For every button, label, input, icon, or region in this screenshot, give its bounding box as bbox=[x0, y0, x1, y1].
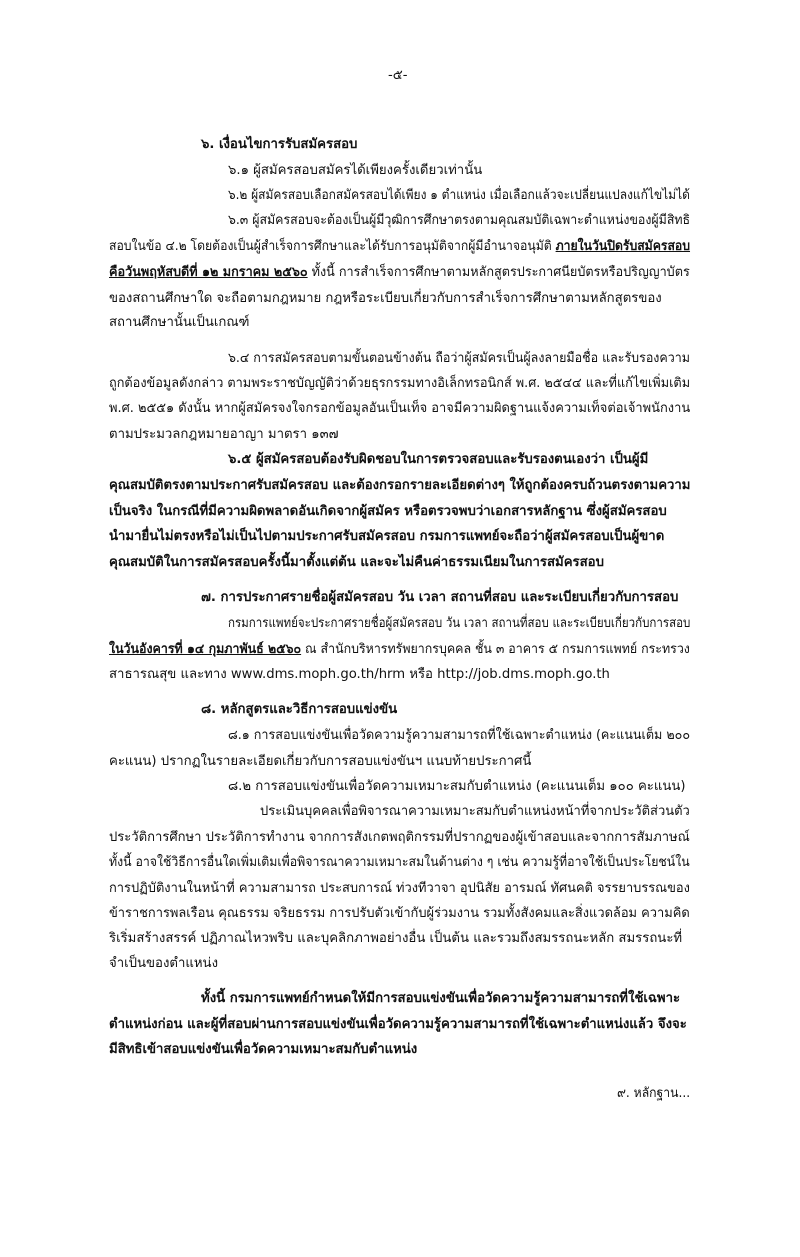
s8-note-line-2: ตำแหน่งก่อน และผู้ที่สอบผ่านการสอบแข่งขันเพื่อวัดความรู้ความสามารถที่ใช้เฉพาะตำแหน่งแล้ว จึงจะ bbox=[109, 1017, 687, 1032]
s8-para-line-4: การปฏิบัติงานในหน้าที่ ความสามารถ ประสบการณ์ ท่วงทีวาจา อุปนิสัย อารมณ์ ทัศนคติ จรรยาบรรณของ bbox=[109, 881, 690, 896]
s8-para-line-2: ประวัติการศึกษา ประวัติการทำงาน จากการสังเกตพฤติกรรมที่ปรากฏของผู้เข้าสอบและจากการสัมภาษณ์ bbox=[109, 830, 690, 845]
s6-item-3-line-3 bbox=[109, 263, 690, 283]
s6-deadline-label: ภายในวันปิดรับสมัครสอบ bbox=[555, 239, 691, 254]
s7-line-3: สาธารณสุข และทาง www.dms.moph.go.th/hrm หรือ http://job.dms.moph.go.th bbox=[109, 667, 610, 682]
s6-item-3-text-cont: ทั้งนี้ การสำเร็จการศึกษาตามหลักสูตรประกาศนียบัตรหรือปริญญาบัตร bbox=[307, 265, 690, 280]
s6-item-3-line-5: สถานศึกษานั้นเป็นเกณฑ์ bbox=[109, 315, 250, 330]
s6-item-4-line-2: ถูกต้องข้อมูลดังกล่าว ตามพระราชบัญญัติว่าด้วยธุรกรรมทางอิเล็กทรอนิกส์ พ.ศ. ๒๕๔๔ และที่แก้ไขเพิ่มเติม bbox=[109, 376, 691, 391]
s6-deadline-date: คือวันพฤหัสบดีที่ ๑๒ มกราคม ๒๕๖๐ bbox=[109, 265, 308, 280]
s8-item-1-line-2: คะแนน) ปรากฏในรายละเอียดเกี่ยวกับการสอบแข่งขันฯ แนบท้ายประกาศนี้ bbox=[109, 754, 532, 769]
s8-note-line-3: มีสิทธิเข้าสอบแข่งขันเพื่อวัดความเหมาะสมกับตำแหน่ง bbox=[109, 1042, 418, 1057]
s6-item-5-line-3: เป็นจริง ในกรณีที่มีความผิดพลาดอันเกิดจากผู้สมัคร หรือตรวจพบว่าเอกสารหลักฐาน ซึ่งผู้สมัครสอบ bbox=[109, 504, 667, 519]
section-7-heading: ๗. การประกาศรายชื่อผู้สมัครสอบ วัน เวลา สถานที่สอบ และระเบียบเกี่ยวกับการสอบ bbox=[201, 590, 679, 605]
s8-para-line-5: ข้าราชการพลเรือน คุณธรรม จริยธรรม การปรับตัวเข้ากับผู้ร่วมงาน รวมทั้งสังคมและสิ่งแวดล้อม ความคิด bbox=[109, 906, 690, 921]
s6-item-5-line-4: นำมายื่นไม่ตรงหรือไม่เป็นไปตามประกาศรับสมัครสอบ กรมการแพทย์จะถือว่าผู้สมัครสอบเป็นผู้ขาด bbox=[109, 529, 665, 544]
s8-para-line-6: ริเริ่มสร้างสรรค์ ปฏิภาณไหวพริบ และบุคลิกภาพอย่างอื่น เป็นต้น และรวมถึงสมรรถนะหลัก สมรรถนะที่ bbox=[109, 931, 683, 946]
s6-item-3-line-1: ๖.๓ ผู้สมัครสอบจะต้องเป็นผู้มีวุฒิการศึกษาตรงตามคุณสมบัติเฉพาะตำแหน่งของผู้มีสิทธิ bbox=[228, 213, 691, 228]
section-6-heading: ๖. เงื่อนไขการรับสมัครสอบ bbox=[201, 137, 358, 152]
s6-item-3-line-4: ของสถานศึกษาใด จะถือตามกฎหมาย กฎหรือระเบียบเกี่ยวกับการสำเร็จการศึกษาตามหลักสูตรของ bbox=[109, 291, 662, 306]
s8-item-2-line-1: ๘.๒ การสอบแข่งขันเพื่อวัดความเหมาะสมกับตำแหน่ง (คะแนนเต็ม ๑๐๐ คะแนน) bbox=[228, 779, 686, 794]
page-number: -๕- bbox=[388, 68, 408, 83]
s6-item-4-line-4: ตามประมวลกฎหมายอาญา มาตรา ๑๓๗ bbox=[109, 427, 339, 442]
s7-line-2 bbox=[109, 640, 690, 660]
s6-item-5-line-1: ๖.๕ ผู้สมัครสอบต้องรับผิดชอบในการตรวจสอบและรับรองตนเองว่า เป็นผู้มี bbox=[228, 452, 649, 467]
s6-item-2: ๖.๒ ผู้สมัครสอบเลือกสมัครสอบได้เพียง ๑ ตำแหน่ง เมื่อเลือกแล้วจะเปลี่ยนแปลงแก้ไขไม่ได้ bbox=[228, 188, 690, 203]
s8-note-line-1: ทั้งนี้ กรมการแพทย์กำหนดให้มีการสอบแข่งขันเพื่อวัดความรู้ความสามารถที่ใช้เฉพาะ bbox=[201, 991, 681, 1006]
s6-item-3-text: สอบในข้อ ๔.๒ โดยต้องเป็นผู้สำเร็จการศึกษาและได้รับการอนุมัติจากผู้มีอำนาจอนุมัติ bbox=[109, 239, 556, 254]
s6-item-1: ๖.๑ ผู้สมัครสอบสมัครได้เพียงครั้งเดียวเท่านั้น bbox=[228, 163, 483, 178]
s8-item-1-line-1: ๘.๑ การสอบแข่งขันเพื่อวัดความรู้ความสามารถที่ใช้เฉพาะตำแหน่ง (คะแนนเต็ม ๒๐๐ bbox=[228, 728, 691, 743]
s7-announce-date: ในวันอังคารที่ ๑๔ กุมภาพันธ์ ๒๕๖๐ bbox=[109, 642, 302, 657]
section-8-heading: ๘. หลักสูตรและวิธีการสอบแข่งขัน bbox=[201, 702, 398, 717]
s6-item-5-line-5: คุณสมบัติในการสมัครสอบครั้งนี้มาตั้งแต่ต้น และจะไม่คืนค่าธรรมเนียมในการสมัครสอบ bbox=[109, 555, 604, 570]
continuation-marker: ๙. หลักฐาน... bbox=[617, 1086, 691, 1101]
s8-para-line-3: ทั้งนี้ อาจใช้วิธีการอื่นใดเพิ่มเติมเพื่อพิจารณาความเหมาะสมในด้านต่าง ๆ เช่น ความรู้ที่อาจใช้เป็นประโยชน์ใน bbox=[109, 855, 690, 870]
s6-item-3-line-2 bbox=[109, 237, 690, 257]
s7-location: ณ สำนักบริหารทรัพยากรบุคคล ชั้น ๓ อาคาร ๕ กรมการแพทย์ กระทรวง bbox=[301, 642, 690, 657]
s8-para-line-1: ประเมินบุคคลเพื่อพิจารณาความเหมาะสมกับตำแหน่งหน้าที่จากประวัติส่วนตัว bbox=[260, 804, 690, 819]
s6-item-4-line-1: ๖.๔ การสมัครสอบตามขั้นตอนข้างต้น ถือว่าผู้สมัครเป็นผู้ลงลายมือชื่อ และรับรองความ bbox=[228, 351, 691, 366]
s7-line-1: กรมการแพทย์จะประกาศรายชื่อผู้สมัครสอบ วัน เวลา สถานที่สอบ และระเบียบเกี่ยวกับการสอบ bbox=[228, 616, 691, 631]
s8-para-line-7: จำเป็นของตำแหน่ง bbox=[109, 956, 219, 971]
s6-item-4-line-3: พ.ศ. ๒๕๕๑ ดังนั้น หากผู้สมัครจงใจกรอกข้อมูลอันเป็นเท็จ อาจมีความผิดฐานแจ้งความเท็จต่อเจ้าพนักงาน bbox=[109, 401, 691, 416]
s6-item-5-line-2: คุณสมบัติตรงตามประกาศรับสมัครสอบ และต้องกรอกรายละเอียดต่างๆ ให้ถูกต้องครบถ้วนตรงตามความ bbox=[109, 478, 691, 493]
